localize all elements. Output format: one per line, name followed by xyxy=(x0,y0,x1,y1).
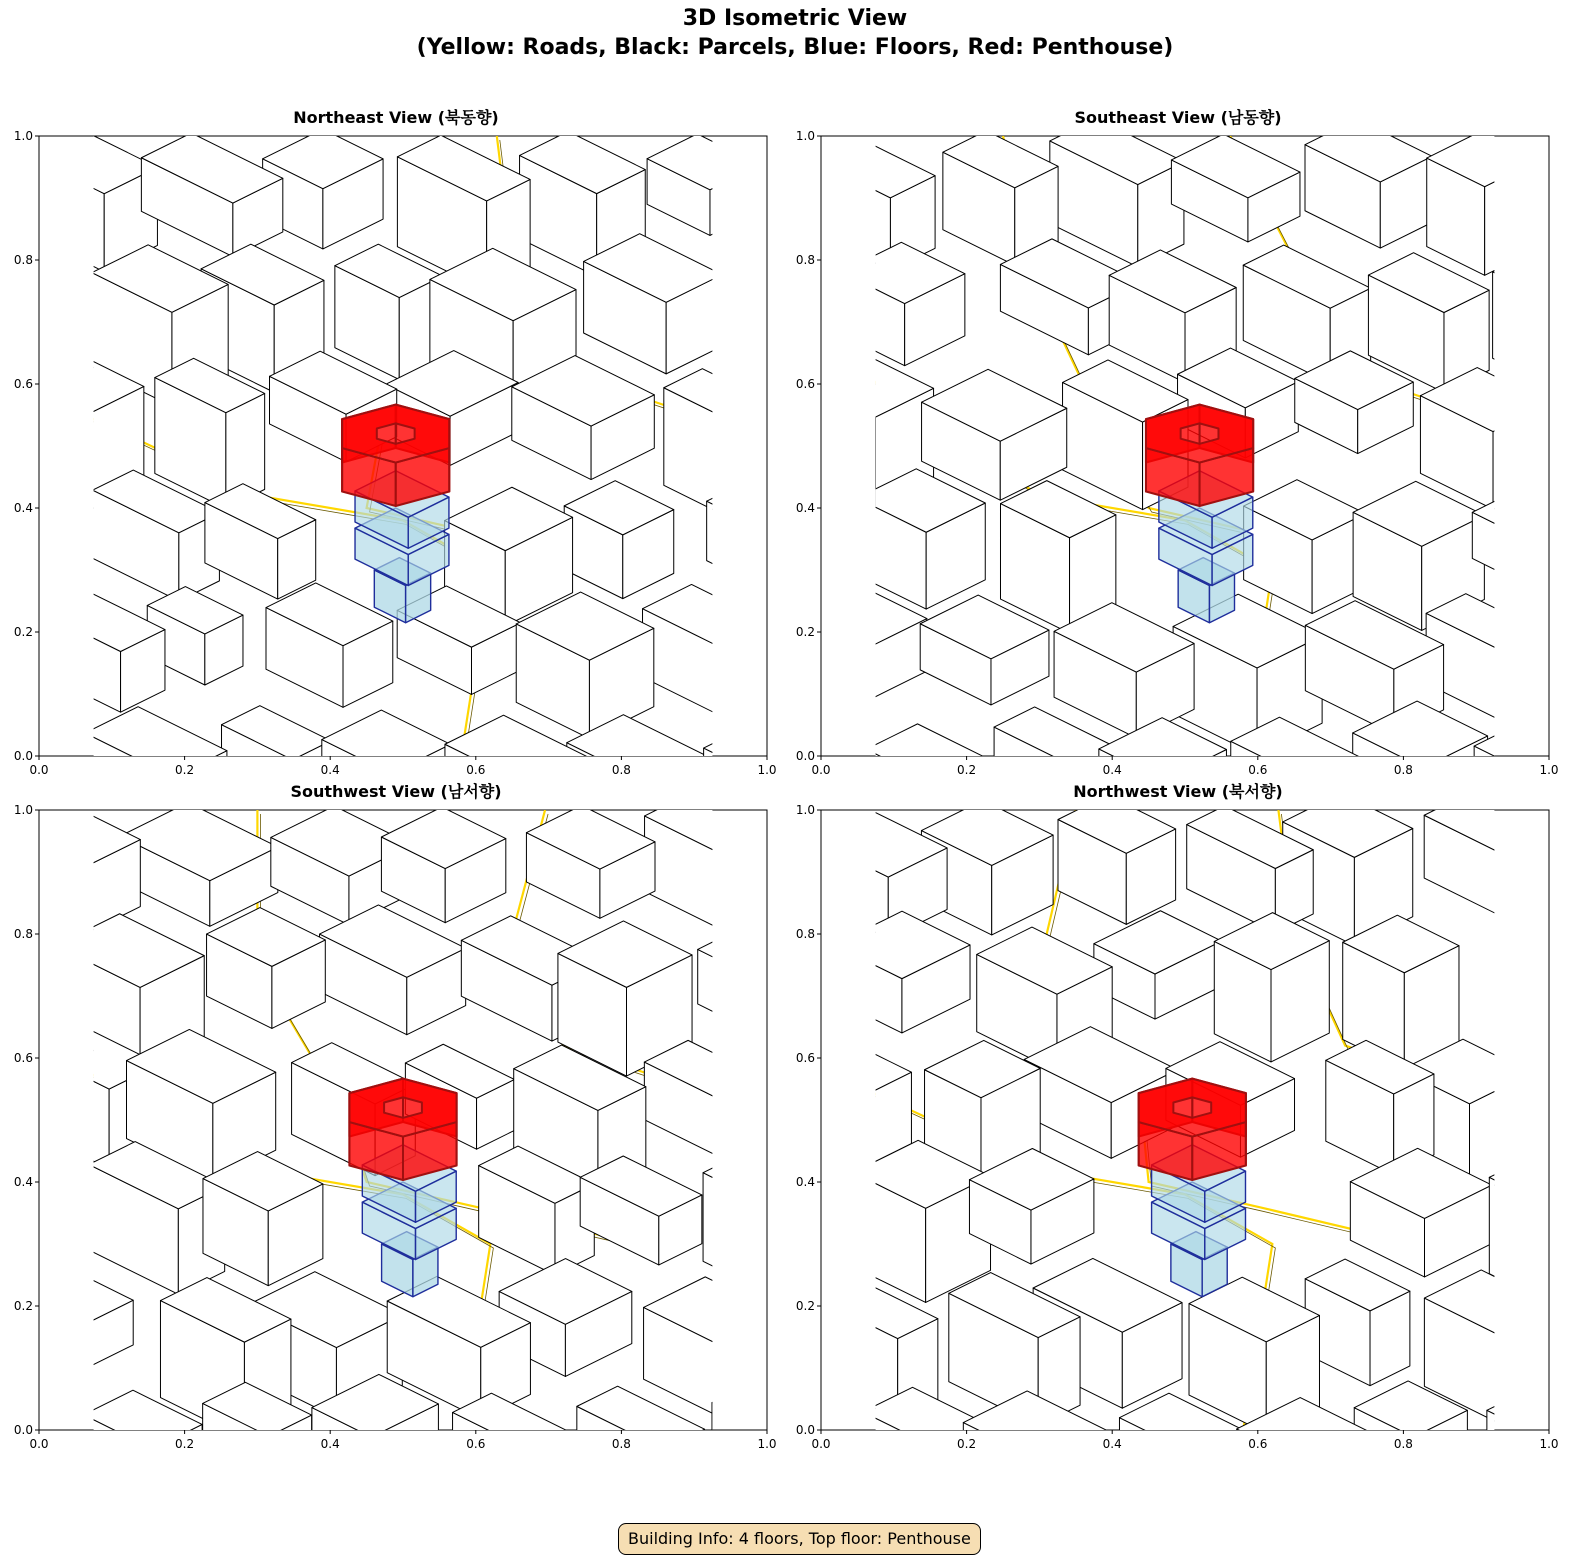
y-tick-label: 0.4 xyxy=(795,501,815,515)
x-tick-label: 0.6 xyxy=(466,763,486,777)
panel-plot xyxy=(795,108,1559,777)
y-tick-label: 0.0 xyxy=(795,1423,815,1437)
box-face-right xyxy=(1553,1423,1590,1504)
y-tick-label: 0.2 xyxy=(795,625,815,639)
x-tick-label: 1.0 xyxy=(1539,763,1559,777)
x-tick-label: 0.0 xyxy=(811,763,831,777)
y-tick-label: 0.4 xyxy=(13,501,33,515)
y-tick-label: 0.2 xyxy=(13,1299,33,1313)
box-face-left xyxy=(453,1412,530,1534)
y-tick-label: 0.6 xyxy=(795,1051,815,1065)
box-face-right xyxy=(1202,1434,1251,1540)
x-tick-label: 0.6 xyxy=(1248,763,1268,777)
x-tick-label: 0.4 xyxy=(1102,763,1122,777)
x-tick-label: 0.8 xyxy=(611,1437,631,1451)
x-tick-label: 0.8 xyxy=(611,763,631,777)
y-tick-label: 0.0 xyxy=(13,749,33,763)
penthouse xyxy=(1139,1079,1246,1180)
box-face-right xyxy=(153,1424,203,1494)
box-face-right xyxy=(1569,941,1590,1043)
y-tick-label: 0.2 xyxy=(795,1299,815,1313)
x-tick-label: 0.0 xyxy=(29,763,49,777)
y-tick-label: 1.0 xyxy=(13,129,33,143)
y-tick-label: 0.0 xyxy=(13,1423,33,1437)
y-tick-label: 1.0 xyxy=(795,803,815,817)
panel-plot xyxy=(795,782,1559,1451)
penthouse xyxy=(349,1079,456,1180)
parcel-block xyxy=(1214,913,1329,1062)
x-tick-label: 0.8 xyxy=(1393,763,1413,777)
y-tick-label: 0.6 xyxy=(13,1051,33,1065)
box-face-right xyxy=(269,1415,312,1522)
penthouse xyxy=(342,405,449,506)
y-tick-label: 0.0 xyxy=(795,749,815,763)
figure-title xyxy=(0,4,1590,62)
y-tick-label: 0.4 xyxy=(13,1175,33,1189)
x-tick-label: 0.6 xyxy=(466,1437,486,1451)
x-tick-label: 0.6 xyxy=(1248,1437,1268,1451)
y-tick-label: 1.0 xyxy=(795,129,815,143)
y-tick-label: 0.8 xyxy=(795,927,815,941)
figure-title-line1: 3D Isometric View xyxy=(682,6,908,31)
box-face-right xyxy=(1562,284,1590,392)
panel-title: Southwest View (남서향) xyxy=(290,782,502,801)
x-tick-label: 0.4 xyxy=(320,1437,340,1451)
box-face-left xyxy=(1119,1418,1201,1540)
y-tick-label: 0.2 xyxy=(13,625,33,639)
panel-plot xyxy=(13,108,777,777)
box-face-right xyxy=(1042,1430,1106,1540)
x-tick-label: 0.8 xyxy=(1393,1437,1413,1451)
building-info-box: Building Info: 4 floors, Top floor: Penthouse xyxy=(618,1523,981,1555)
x-tick-label: 1.0 xyxy=(757,1437,777,1451)
panel-title: Northwest View (북서향) xyxy=(1073,782,1283,801)
x-tick-label: 0.4 xyxy=(320,763,340,777)
panel-northwest xyxy=(795,782,1559,1451)
box-face-right xyxy=(530,1431,569,1534)
panel-title: Southeast View (남동향) xyxy=(1074,108,1282,127)
x-tick-label: 1.0 xyxy=(757,763,777,777)
y-tick-label: 0.8 xyxy=(795,253,815,267)
y-tick-label: 0.8 xyxy=(13,253,33,267)
y-tick-label: 0.8 xyxy=(13,927,33,941)
figure-title-line2: (Yellow: Roads, Black: Parcels, Blue: Floors, Red: Penthouse) xyxy=(416,35,1174,60)
x-tick-label: 1.0 xyxy=(1539,1437,1559,1451)
panel-southeast xyxy=(795,108,1559,777)
x-tick-label: 0.2 xyxy=(957,763,977,777)
x-tick-label: 0.2 xyxy=(175,763,195,777)
panel-southwest xyxy=(13,782,777,1451)
box-face-right xyxy=(1544,747,1590,831)
x-tick-label: 0.0 xyxy=(29,1437,49,1451)
parcel-block xyxy=(312,1374,439,1535)
x-tick-label: 0.2 xyxy=(957,1437,977,1451)
x-tick-label: 0.4 xyxy=(1102,1437,1122,1451)
y-tick-label: 0.6 xyxy=(13,377,33,391)
box-face-right xyxy=(1316,1437,1379,1520)
y-tick-label: 0.6 xyxy=(795,377,815,391)
penthouse xyxy=(1146,405,1253,506)
box-face-right xyxy=(1563,1186,1590,1310)
x-tick-label: 0.0 xyxy=(811,1437,831,1451)
panel-plot xyxy=(13,782,777,1451)
panel-title: Northeast View (북동향) xyxy=(293,108,499,127)
x-tick-label: 0.2 xyxy=(175,1437,195,1451)
y-tick-label: 0.4 xyxy=(795,1175,815,1189)
panel-northeast xyxy=(13,108,777,777)
y-tick-label: 1.0 xyxy=(13,803,33,817)
